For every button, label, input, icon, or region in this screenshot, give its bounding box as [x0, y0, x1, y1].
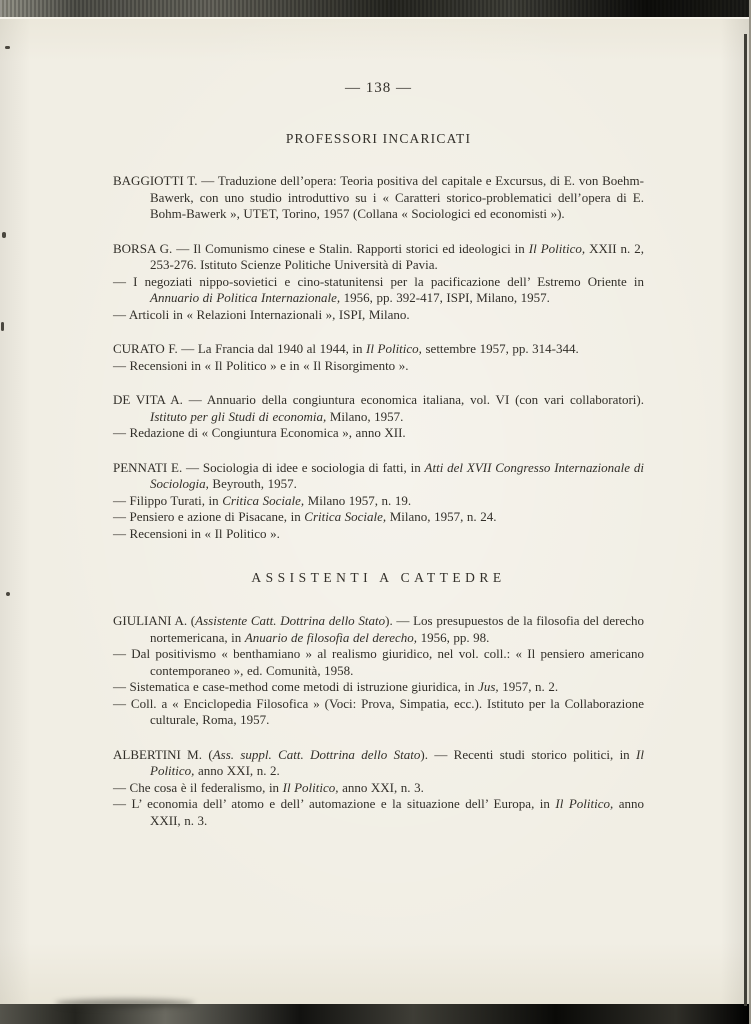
entry-paragraph [113, 173, 644, 223]
entry-paragraph [113, 509, 644, 526]
bibliography-entry [113, 613, 644, 729]
text-run: BORSA G. — Il Comunismo cinese e Stalin. Rapporti storici ed ideologici in [113, 240, 529, 256]
entry-paragraph [113, 679, 644, 696]
text-run: anno XXI, n. 3. [338, 779, 424, 795]
text-run: — Recensioni in « Il Politico » e in « Il Risorgimento ». [113, 357, 409, 373]
document-section [113, 570, 644, 829]
document-section [113, 131, 644, 542]
entry-paragraph [113, 526, 644, 543]
italic-text-run: Annuario di Politica Internazionale, [150, 290, 341, 305]
section-heading: ASSISTENTI A CATTEDRE [251, 570, 506, 585]
italic-text-run: Jus, [478, 679, 499, 694]
text-run: DE VITA A. — Annuario della congiuntura economica italiana, vol. VI (con vari collaboratori). [113, 392, 644, 407]
scan-artifact [6, 592, 10, 596]
text-run: Milano 1957, n. 19. [304, 492, 412, 508]
scan-artifact [1, 322, 4, 331]
text-run: — Recensioni in « Il Politico ». [113, 525, 280, 541]
bibliography-entry [113, 460, 644, 543]
entry-paragraph [113, 493, 644, 510]
entry-paragraph [113, 460, 644, 493]
entry-paragraph [113, 392, 644, 425]
italic-text-run: Critica Sociale, [222, 492, 305, 508]
text-run: — Pensiero e azione di Pisacane, in [113, 509, 305, 524]
scan-edge-top [0, 0, 751, 19]
text-run: — Redazione di « Congiuntura Economica », anno XII. [113, 425, 406, 440]
italic-text-run: Critica Sociale, [304, 509, 387, 524]
entry-paragraph [113, 747, 644, 780]
entry-paragraph [113, 341, 644, 358]
italic-text-run: Il Politico, [150, 746, 644, 778]
text-run: CURATO F. — La Francia dal 1940 al 1944, in [113, 341, 367, 356]
text-run: 1956, pp. 392-417, ISPI, Milano, 1957. [340, 290, 550, 305]
text-run: anno XXII, n. 3. [150, 796, 645, 828]
text-run: — Filippo Turati, in [113, 492, 223, 508]
bibliography-entry [113, 173, 644, 223]
text-run: — I negoziati nippo-sovietici e cino-statunitensi per la pacificazione dell’ Estremo Oriente in [113, 273, 644, 289]
entry-paragraph [113, 358, 644, 375]
text-run: PENNATI E. — Sociologia di idee e sociologia di fatti, in [113, 459, 425, 475]
scan-artifact [5, 46, 10, 49]
text-run: anno XXI, n. 2. [194, 763, 280, 778]
bibliography-entry [113, 747, 644, 830]
text-run: settembre 1957, pp. 314-344. [421, 341, 579, 356]
text-run: ). — Recenti studi storico politici, in [420, 746, 637, 762]
italic-text-run: Il Politico, [282, 779, 339, 795]
italic-text-run: Assistente Catt. Dottrina dello Stato [195, 613, 386, 628]
entry-paragraph [113, 425, 644, 442]
text-block [113, 80, 644, 847]
text-run: GIULIANI A. ( [113, 613, 196, 628]
text-run: — Sistematica e case-method come metodi di istruzione giuridica, in [113, 679, 479, 694]
entry-paragraph [113, 646, 644, 679]
text-run: 1956, pp. 98. [417, 629, 490, 645]
entry-paragraph [113, 613, 644, 646]
entry-paragraph [113, 307, 644, 324]
entry-paragraph [113, 274, 644, 307]
italic-text-run: Il Politico, [528, 240, 586, 256]
entry-paragraph [113, 241, 644, 274]
text-run: ). — Los presupuestos de la filosofia del derecho nortemericana, in [150, 613, 644, 645]
scan-smudge [55, 999, 195, 1008]
text-run: — Articoli in « Relazioni Internazionali », ISPI, Milano. [113, 306, 410, 322]
section-heading: PROFESSORI INCARICATI [285, 131, 472, 146]
bibliography-entry [113, 392, 644, 442]
italic-text-run: Atti del XVII Congresso Internazionale di Sociologia, [150, 459, 644, 491]
italic-text-run: Anuario de filosofia del derecho, [244, 629, 418, 645]
text-run: — Dal positivismo « benthamiano » al realismo giuridico, nel vol. coll.: « Il pensiero americano contemporaneo », ed. Comunità, 1958. [113, 646, 644, 678]
text-run: 1957, n. 2. [498, 679, 559, 694]
text-run: XXII n. 2, 253-276. Istituto Scienze Politiche Università di Pavia. [150, 240, 644, 272]
italic-text-run: Il Politico, [555, 796, 614, 811]
entry-paragraph [113, 780, 644, 797]
bibliography-entry [113, 241, 644, 324]
bibliography-entry [113, 341, 644, 374]
text-run: — Che cosa è il federalismo, in [113, 779, 283, 795]
scan-edge-right [744, 34, 747, 1006]
text-run: Milano, 1957, n. 24. [386, 509, 497, 524]
italic-text-run: Il Politico, [366, 341, 422, 356]
text-run: — L’ economia dell’ atomo e dell’ automazione e la situazione dell’ Europa, in [113, 796, 556, 811]
text-run: Beyrouth, 1957. [208, 476, 297, 491]
entry-paragraph [113, 796, 644, 829]
text-run: — Coll. a « Enciclopedia Filosofica » (Voci: Prova, Simpatia, ecc.). Istituto per la Collaborazione culturale, Roma, 1957. [113, 695, 644, 727]
page-number: — 138 — [345, 80, 412, 96]
entry-paragraph [113, 696, 644, 729]
italic-text-run: Istituto per gli Studi di economia, [150, 408, 327, 424]
text-run: ALBERTINI M. ( [113, 746, 213, 762]
italic-text-run: Ass. suppl. Catt. Dottrina dello Stato [212, 746, 421, 762]
text-run: Milano, 1957. [326, 408, 404, 424]
scan-artifact [2, 232, 6, 238]
text-run: BAGGIOTTI T. — Traduzione dell’opera: Teoria positiva del capitale e Excursus, di E. von Boehm-Bawerk, con uno studio introduttivo su i « Caratteri storico-problematici dell’opera di E. Bohm-Bawerk », UTET, Torino, 1957 (Collana « Sociologici ed economisti »). [113, 173, 644, 221]
